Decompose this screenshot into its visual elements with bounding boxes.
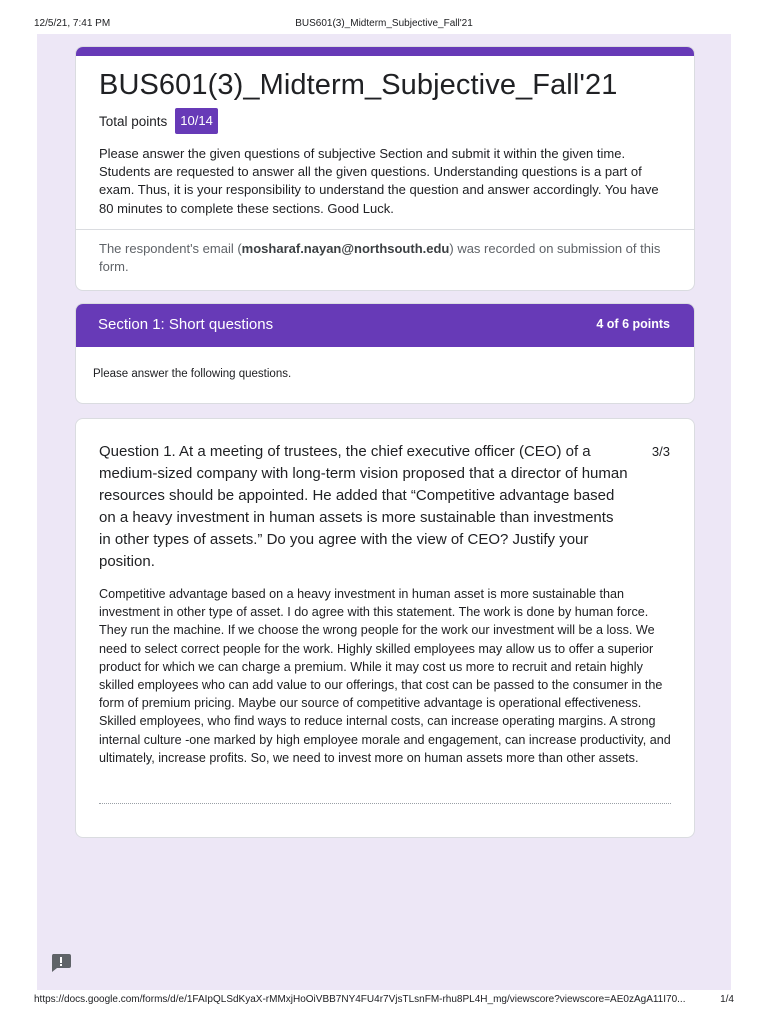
question-score: 3/3 [651, 444, 670, 459]
email-note-suffix: ) was recorded on submission of this form. [99, 241, 661, 275]
section-title: Section 1: Short questions [98, 316, 274, 333]
form-title: BUS601(3)_Midterm_Subjective_Fall'21 [99, 69, 618, 101]
feedback-icon[interactable] [50, 953, 72, 973]
email-note-prefix: The respondent's email ( [99, 241, 242, 256]
total-points-badge: 10/14 [175, 108, 218, 134]
form-description: Please answer the given questions of subjective Section and submit it within the given time. Students are requested to answer all the given questions. Understanding questions is a part of exam. Thus, it is your responsibility to understand the question and answer accordingly. You have 80 minutes to complete these sections. Good Luck. [99, 146, 659, 216]
divider [76, 229, 694, 230]
question-card [75, 418, 695, 838]
section-card [75, 303, 695, 404]
total-points-row [99, 107, 218, 135]
header-accent-bar [76, 47, 694, 56]
print-title: BUS601(3)_Midterm_Subjective_Fall'21 [295, 18, 473, 29]
print-date: 12/5/21, 7:41 PM [34, 18, 111, 29]
print-header [0, 0, 768, 34]
print-footer [0, 992, 768, 1012]
page-number: 1/4 [720, 994, 734, 1005]
print-url: https://docs.google.com/forms/d/e/1FAIpQLSdKyaX-rMMxjHoOiVBB7NY4FU4r7VjsTLsnFM-rhu8PL4H_mg/viewscore?viewscore=AE0zAgA11I70... [34, 994, 686, 1005]
respondent-email: mosharaf.nayan@northsouth.edu [241, 241, 450, 256]
section-points: 4 of 6 points [596, 317, 670, 331]
total-points-label: Total points [99, 113, 168, 129]
answer-text: Competitive advantage based on a heavy investment in human asset is more sustainable than investment in other type of asset. I do agree with this statement. The work is done by human force. They run the machine. If we choose the wrong people for the work our investment will be a loss. We need to select correct people for the work. Highly skilled employees may allow us to offer a superior product for which we can charge a premium. While it may cost us more to recruit and retain highly skilled employees who can add value to our offerings, that cost can be passed to the consumer in the form of premium pricing. Maybe our source of competitive advantage is operational effectiveness. Skilled employees, who find ways to reduce internal costs, can increase operating margins. A strong internal culture -one marked by high employee morale and engagement, can increase productivity, and ultimately, increase profits. So, we need to invest more on human assets more than other assets. [99, 587, 671, 765]
section-header [76, 304, 694, 347]
form-header-card [75, 46, 695, 291]
section-description: Please answer the following questions. [93, 368, 292, 380]
respondent-email-note [99, 240, 674, 276]
feedback-icon-graphic [50, 953, 72, 973]
answer-underline [99, 803, 671, 804]
question-text: Question 1. At a meeting of trustees, the chief executive officer (CEO) of a medium-sized company with long-term vision proposed that a director of human resources should be appointed. He added that “Competitive advantage based on a heavy investment in human assets is more sustainable than investments in other types of assets.” Do you agree with the view of CEO? Justify your position. [99, 443, 628, 570]
